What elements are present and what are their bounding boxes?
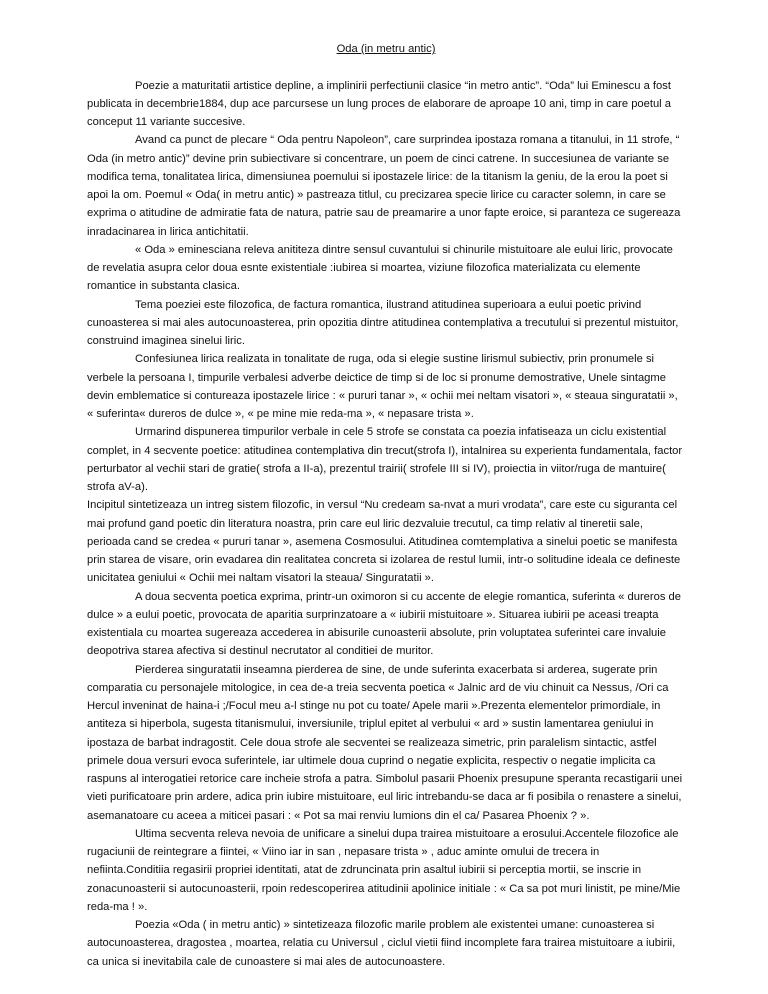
- paragraph-list: [87, 77, 685, 971]
- paragraph: « Oda » eminesciana releva anititeza dintre sensul cuvantului si chinurile mistuitoare ale eului liric, provocate de revelatia asupra celor doua esnte existentiale :iubirea si moartea, viziune filozofica materializata cu elemente romantice in substanta clasica.: [87, 243, 673, 293]
- paragraph: Tema poeziei este filozofica, de factura romantica, ilustrand atitudinea superioara a eului poetic privind cunoasterea si mai ales autocunoasterea, prin opozitia dintre atitudinea contemplativa a trecutului si prezentul mistuitor, construind imaginea sinelui liric.: [87, 298, 679, 347]
- paragraph: Ultima secventa releva nevoia de unificare a sinelui dupa trairea mistuitoare a erosului.Accentele filozofice ale rugaciunii de reintegrare a fiintei, « Viino iar in san , nepasare trista » , aduc aminte omului de trecera in nefiinta.Conditiia regasirii propriei identitati, atat de zdruncinata prin asaltul iubirii si perceptia mortii, se inscrie in zonacunoasterii si autocunoasterii, rpoin redescoperirea atitudinii apolinice initiale : « Ca sa pot muri linistit, pe mine/Mie reda-ma ! ».: [87, 827, 681, 913]
- paragraph: Pierderea singuratatii inseamna pierderea de sine, de unde suferinta exacerbata si arderea, sugerate prin comparatia cu personajele mitologice, in cea de-a treia secventa poetica « Jalnic ard de viu chinuit ca Nessus, /Ori ca Hercul inveninat de haina-i ;/Focul meu a-l stinge nu pot cu toate/ Apele marii ».Prezenta elementelor primordiale, in antiteza si hiperbola, sugesta titanismului, inversiunile, triplul epitet al verbului « ard » sustin lamentarea geniului in ipostaza de barbat indragostit. Cele doua strofe ale secventei se realizeaza simetric, prin paralelism sintactic, astfel primele doua versuri evoca suferintele, iar ultimele doua cuprind o negatie explicita, respectiv o negatie implicita ca raspuns al interogatiei retorice care incheie strofa a patra. Simbolul pasarii Phoenix presupune speranta recastigarii unei vieti purificatoare prin ardere, adica prin iubire mistuitoare, eul liric intrebandu-se daca ar fi posibila o renastere a sinelui, asemanatoare cu aceea a miticei pasari : « Pot sa mai renviu lumions din el ca/ Pasarea Phoenix ? ».: [87, 663, 683, 822]
- paragraph: Poezia «Oda ( in metru antic) » sintetizeaza filozofic marile problem ale existentei umane: cunoasterea si autocunoasterea, dragostea , moartea, relatia cu Universul , ciclul vietii fiind incomplete fara trairea mistuitoare a iubirii, ca unica si inevitabila cale de cunoastere si mai ales de autocunoastere.: [87, 919, 676, 968]
- paragraph: A doua secventa poetica exprima, printr-un oximoron si cu accente de elegie romantica, suferinta « dureros de dulce » a eului poetic, provocata de aparitia surprinzatoare a « iubirii mistuitoare ». Situarea iubirii pe aceasi treapta existentiala cu moartea sugereaza accederea in abisurile cunoasterii absolute, prin voluptatea suferintei care invaluie deopotriva starea afectiva si destinul necrutator al conditiei de muritor.: [87, 590, 682, 658]
- paragraph: Confesiunea lirica realizata in tonalitate de ruga, oda si elegie sustine lirismul subiectiv, prin pronumele si verbele la persoana I, timpurile verbalesi adverbe deictice de timp si de loc si pronume demostrative, Unele sintagme devin emblematice si contureaza ipostazele lirice : « pururi tanar », « ochii mei neltam visatori », « steaua singuratatii », « suferinta« dureros de dulce », « pe mine mie reda-ma », « nepasare trista ».: [87, 353, 678, 420]
- document-body: [87, 40, 685, 971]
- paragraph: Urmarind dispunerea timpurilor verbale in cele 5 strofe se constata ca poezia infatiseaza un ciclu existential complet, in 4 secvente poetice: atitudinea contemplativa din trecut(strofa I), intalnirea su experienta fundamentala, factor perturbator al vechii stari de gratie( strofa a II-a), prezentul trairii( strofele III si IV), proiectia in viitor/ruga de mantuire( strofa aV-a).: [87, 426, 683, 493]
- document-title: Oda (in metru antic): [336, 43, 436, 55]
- paragraph: Incipitul sintetizeaza un intreg sistem filozofic, in versul “Nu credeam sa-nvat a muri vrodata”, care este cu siguranta cel mai profund gand poetic din literatura noastra, prin care eul liric dezvaluie trecutul, ca timp relativ al tineretii sale, perioada cand se credea « pururi tanar », asemena Cosmosului. Atitudinea comtemplativa a sinelui poetic se manifesta prin starea de visare, orin evadarea din realitatea concreta si izolarea de restul lumii, intr-o solitudine ideala ce defineste unicitatea geniului « Ochii mei naltam visatori la steaua/ Singuratatii ».: [87, 499, 681, 585]
- paragraph: Poezie a maturitatii artistice depline, a implinirii perfectiunii clasice “in metro antic”. “Oda” lui Eminescu a fost publicata in decembrie1884, dup ace parcursese un lung proces de elaborare de aproape 10 ani, timp in care poetul a conceput 11 variante succesive.: [87, 79, 672, 128]
- paragraph: Avand ca punct de plecare “ Oda pentru Napoleon”, care surprindea ipostaza romana a titanului, in 11 strofe, “ Oda (in metro antic)” devine prin subiectivare si concentrare, un poem de cinci catrene. In succesiunea de variante se modifica tema, tonalitatea lirica, dimensiunea poemului si ipostazele lirice: de la titanism la geniu, de la erou la poet si apoi la om. Poemul « Oda( in metru antic) » pastreaza titlul, cu precizarea specie lirice cu caracter solemn, in care se exprima o atitudine de admiratie fata de natura, patrie sau de preamarire a unor fapte eroice, si paranteza ce sugereaza inradacinarea in lirica antichitatii.: [87, 134, 681, 238]
